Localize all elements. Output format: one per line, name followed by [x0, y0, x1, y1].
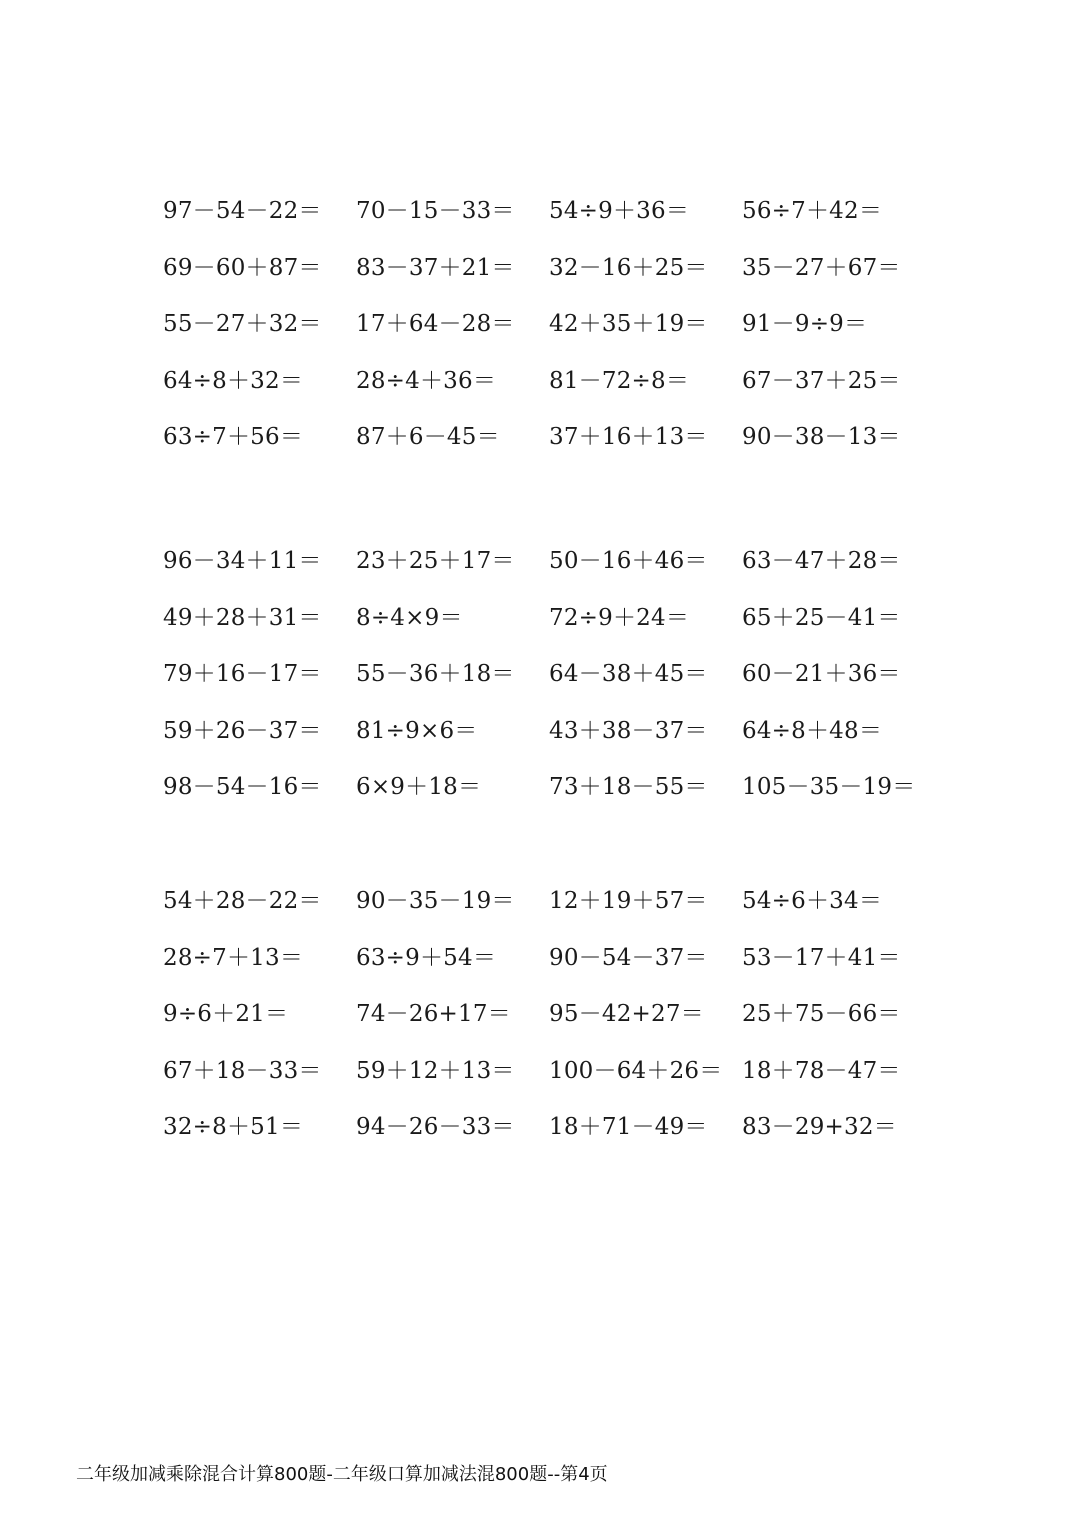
problem: 35－27＋67＝ — [742, 254, 901, 281]
problem-row — [163, 768, 943, 825]
problem: 64－38＋45＝ — [549, 661, 708, 688]
problem: 63÷9＋54＝ — [356, 944, 497, 971]
problem: 37＋16＋13＝ — [549, 424, 708, 451]
problem: 81÷9×6＝ — [356, 717, 478, 744]
problem: 90－38－13＝ — [742, 424, 901, 451]
problem: 94－26－33＝ — [356, 1114, 515, 1141]
problem-row — [163, 712, 943, 769]
problem: 18＋71－49＝ — [549, 1114, 708, 1141]
problem: 79＋16－17＝ — [163, 661, 322, 688]
problem-row — [163, 542, 943, 599]
problem-row — [163, 882, 943, 939]
problem: 6×9＋18＝ — [356, 774, 482, 801]
problem: 72÷9＋24＝ — [549, 604, 690, 631]
problem: 96－34＋11＝ — [163, 548, 322, 574]
problem: 90－54－37＝ — [549, 944, 708, 971]
problem-row — [163, 655, 943, 712]
problem: 49＋28＋31＝ — [163, 604, 322, 631]
problem-row — [163, 305, 943, 362]
problem: 63÷7＋56＝ — [163, 424, 304, 451]
problem: 67＋18－33＝ — [163, 1057, 322, 1084]
problem: 83－37＋21＝ — [356, 254, 515, 281]
problem: 60－21＋36＝ — [742, 661, 901, 688]
problem: 97－54－22＝ — [163, 198, 322, 224]
problem: 65＋25－41＝ — [742, 604, 901, 631]
problem: 25＋75－66＝ — [742, 1001, 901, 1028]
problem-row — [163, 249, 943, 306]
problem-row — [163, 192, 943, 249]
problem: 54÷6＋34＝ — [742, 888, 883, 914]
problem: 67－37＋25＝ — [742, 367, 901, 394]
problem: 54＋28－22＝ — [163, 888, 322, 914]
problem-block-3 — [163, 882, 943, 1165]
problem: 90－35－19＝ — [356, 888, 515, 914]
problem: 56÷7＋42＝ — [742, 198, 883, 224]
problem: 95－42+27＝ — [549, 1001, 704, 1028]
problem-row — [163, 939, 943, 996]
problem: 17＋64－28＝ — [356, 311, 515, 338]
problem: 12＋19＋57＝ — [549, 888, 708, 914]
problem-row — [163, 418, 943, 475]
problem: 55－36＋18＝ — [356, 661, 515, 688]
problem-row — [163, 1052, 943, 1109]
problem: 9÷6＋21＝ — [163, 1001, 289, 1028]
problem: 54÷9＋36＝ — [549, 198, 690, 224]
problem: 100－64＋26＝ — [549, 1057, 723, 1084]
problem: 32÷8＋51＝ — [163, 1114, 304, 1141]
problem: 81－72÷8＝ — [549, 367, 690, 394]
problem: 105－35－19＝ — [742, 774, 916, 801]
problem-row — [163, 995, 943, 1052]
problem: 18＋78－47＝ — [742, 1057, 901, 1084]
problem: 59＋26－37＝ — [163, 717, 322, 744]
problem: 63－47＋28＝ — [742, 548, 901, 574]
problem: 42＋35＋19＝ — [549, 311, 708, 338]
problem: 64÷8＋48＝ — [742, 717, 883, 744]
problem: 43＋38－37＝ — [549, 717, 708, 744]
problem-row — [163, 599, 943, 656]
problem: 32－16＋25＝ — [549, 254, 708, 281]
problem: 55－27＋32＝ — [163, 311, 322, 338]
problem-block-1 — [163, 192, 943, 475]
problem-row — [163, 1108, 943, 1165]
problem: 28÷4＋36＝ — [356, 367, 497, 394]
problem-block-2 — [163, 542, 943, 825]
problem: 83－29+32＝ — [742, 1114, 897, 1141]
problem: 8÷4×9＝ — [356, 604, 463, 631]
problem-row — [163, 362, 943, 419]
problem: 64÷8＋32＝ — [163, 367, 304, 394]
problem: 98－54－16＝ — [163, 774, 322, 801]
problem: 69－60＋87＝ — [163, 254, 322, 281]
problem: 28÷7＋13＝ — [163, 944, 304, 971]
problem: 73＋18－55＝ — [549, 774, 708, 801]
problem: 91－9÷9＝ — [742, 311, 868, 338]
problem: 50－16＋46＝ — [549, 548, 708, 574]
problem: 87＋6－45＝ — [356, 424, 500, 451]
problem: 74－26+17＝ — [356, 1001, 511, 1028]
problem: 53－17＋41＝ — [742, 944, 901, 971]
problem: 70－15－33＝ — [356, 198, 515, 224]
problem: 23＋25＋17＝ — [356, 548, 515, 574]
page-footer: 二年级加减乘除混合计算800题-二年级口算加减法混800题--第4页 — [76, 1464, 608, 1485]
problem: 59＋12＋13＝ — [356, 1057, 515, 1084]
